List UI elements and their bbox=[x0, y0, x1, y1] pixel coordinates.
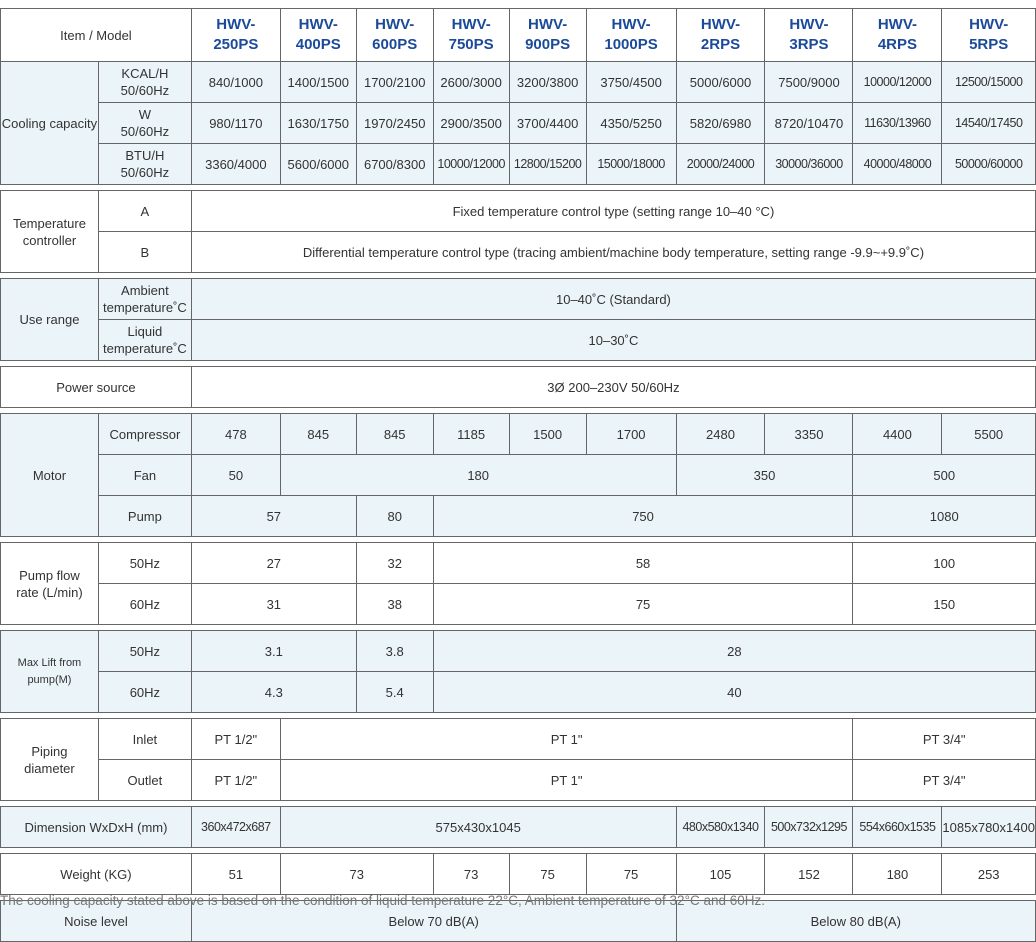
temp-controller-a-label: A bbox=[98, 191, 191, 232]
temp-controller-b-label: B bbox=[98, 232, 191, 273]
cooling-value: 840/1000 bbox=[191, 62, 280, 103]
outlet-value: PT 1" bbox=[280, 760, 853, 801]
dimension-value: 554x660x1535 bbox=[853, 807, 942, 848]
pump-flow-value: 27 bbox=[191, 543, 356, 584]
temp-controller-a-value: Fixed temperature control type (setting range 10–40 °C) bbox=[191, 191, 1035, 232]
cooling-value: 15000/18000 bbox=[586, 144, 676, 185]
model-header: HWV- 250PS bbox=[191, 9, 280, 62]
max-lift-row-60hz bbox=[1, 672, 1036, 713]
dimension-value: 360x472x687 bbox=[191, 807, 280, 848]
cooling-value: 3360/4000 bbox=[191, 144, 280, 185]
pump-flow-60hz-label: 60Hz bbox=[98, 584, 191, 625]
pump-value: 1080 bbox=[853, 496, 1036, 537]
cooling-value: 1630/1750 bbox=[280, 103, 356, 144]
model-header: HWV- 1000PS bbox=[586, 9, 676, 62]
cooling-value: 3700/4400 bbox=[509, 103, 586, 144]
cooling-unit-label: BTU/H 50/60Hz bbox=[98, 144, 191, 185]
pump-flow-value: 38 bbox=[356, 584, 433, 625]
noise-label: Noise level bbox=[1, 901, 192, 942]
dimension-value: 500x732x1295 bbox=[765, 807, 853, 848]
max-lift-value: 3.1 bbox=[191, 631, 356, 672]
footnote: The cooling capacity stated above is based on the condition of liquid temperature 22°C, Ambient temperature of 32°C and 60Hz. bbox=[0, 893, 766, 908]
cooling-capacity-label: Cooling capacity bbox=[1, 62, 99, 185]
motor-row-compressor bbox=[1, 414, 1036, 455]
compressor-value: 1185 bbox=[433, 414, 509, 455]
pump-label: Pump bbox=[98, 496, 191, 537]
compressor-value: 1700 bbox=[586, 414, 676, 455]
dimension-value: 575x430x1045 bbox=[280, 807, 676, 848]
compressor-value: 845 bbox=[356, 414, 433, 455]
ambient-temp-value: 10–40˚C (Standard) bbox=[191, 279, 1035, 320]
compressor-label: Compressor bbox=[98, 414, 191, 455]
cooling-value: 1700/2100 bbox=[356, 62, 433, 103]
pump-flow-row-50hz bbox=[1, 543, 1036, 584]
weight-row bbox=[1, 854, 1036, 895]
temp-controller-b-value: Differential temperature control type (tracing ambient/machine body temperature, setting range -9.9~+9.9˚C) bbox=[191, 232, 1035, 273]
power-source-row bbox=[1, 367, 1036, 408]
model-header: HWV- 900PS bbox=[509, 9, 586, 62]
compressor-value: 5500 bbox=[942, 414, 1036, 455]
max-lift-value: 3.8 bbox=[356, 631, 433, 672]
piping-label: Piping diameter bbox=[1, 719, 99, 801]
power-source-label: Power source bbox=[1, 367, 192, 408]
weight-value: 51 bbox=[191, 854, 280, 895]
model-header: HWV- 600PS bbox=[356, 9, 433, 62]
compressor-value: 478 bbox=[191, 414, 280, 455]
cooling-row-btu bbox=[1, 144, 1036, 185]
compressor-value: 2480 bbox=[676, 414, 765, 455]
fan-label: Fan bbox=[98, 455, 191, 496]
item-model-label: Item / Model bbox=[1, 9, 192, 62]
spec-table-container bbox=[0, 8, 1036, 942]
compressor-value: 845 bbox=[280, 414, 356, 455]
cooling-value: 40000/48000 bbox=[853, 144, 942, 185]
cooling-value: 12800/15200 bbox=[509, 144, 586, 185]
temp-controller-row-b bbox=[1, 232, 1036, 273]
cooling-value: 12500/15000 bbox=[942, 62, 1036, 103]
model-header: HWV- 3RPS bbox=[765, 9, 853, 62]
weight-value: 75 bbox=[586, 854, 676, 895]
pump-flow-value: 32 bbox=[356, 543, 433, 584]
weight-value: 73 bbox=[433, 854, 509, 895]
cooling-value: 980/1170 bbox=[191, 103, 280, 144]
pump-flow-label: Pump flow rate (L/min) bbox=[1, 543, 99, 625]
weight-value: 75 bbox=[509, 854, 586, 895]
pump-flow-value: 75 bbox=[433, 584, 853, 625]
header-row bbox=[1, 9, 1036, 62]
cooling-unit-label: KCAL/H 50/60Hz bbox=[98, 62, 191, 103]
spec-table bbox=[0, 8, 1036, 942]
cooling-unit-label: W 50/60Hz bbox=[98, 103, 191, 144]
max-lift-value: 4.3 bbox=[191, 672, 356, 713]
cooling-value: 4350/5250 bbox=[586, 103, 676, 144]
cooling-value: 8720/10470 bbox=[765, 103, 853, 144]
model-header: HWV- 400PS bbox=[280, 9, 356, 62]
model-header: HWV- 5RPS bbox=[942, 9, 1036, 62]
cooling-value: 20000/24000 bbox=[676, 144, 765, 185]
cooling-row-kcal bbox=[1, 62, 1036, 103]
weight-label: Weight (KG) bbox=[1, 854, 192, 895]
compressor-value: 1500 bbox=[509, 414, 586, 455]
cooling-value: 5000/6000 bbox=[676, 62, 765, 103]
liquid-temp-label: Liquid temperature˚C bbox=[98, 320, 191, 361]
weight-value: 253 bbox=[942, 854, 1036, 895]
weight-value: 73 bbox=[280, 854, 433, 895]
max-lift-50hz-label: 50Hz bbox=[98, 631, 191, 672]
max-lift-value: 28 bbox=[433, 631, 1035, 672]
cooling-value: 1970/2450 bbox=[356, 103, 433, 144]
weight-value: 105 bbox=[676, 854, 765, 895]
liquid-temp-value: 10–30˚C bbox=[191, 320, 1035, 361]
outlet-value: PT 1/2" bbox=[191, 760, 280, 801]
inlet-label: Inlet bbox=[98, 719, 191, 760]
dimension-value: 480x580x1340 bbox=[676, 807, 765, 848]
pump-flow-value: 58 bbox=[433, 543, 853, 584]
max-lift-60hz-label: 60Hz bbox=[98, 672, 191, 713]
cooling-value: 50000/60000 bbox=[942, 144, 1036, 185]
max-lift-row-50hz bbox=[1, 631, 1036, 672]
pump-flow-value: 150 bbox=[853, 584, 1036, 625]
dimension-value: 1085x780x1400 bbox=[942, 807, 1036, 848]
cooling-value: 30000/36000 bbox=[765, 144, 853, 185]
use-range-label: Use range bbox=[1, 279, 99, 361]
noise-value: Below 80 dB(A) bbox=[676, 901, 1035, 942]
motor-row-fan bbox=[1, 455, 1036, 496]
cooling-value: 10000/12000 bbox=[853, 62, 942, 103]
cooling-value: 3750/4500 bbox=[586, 62, 676, 103]
dimension-label: Dimension WxDxH (mm) bbox=[1, 807, 192, 848]
compressor-value: 3350 bbox=[765, 414, 853, 455]
noise-value: Below 70 dB(A) bbox=[191, 901, 676, 942]
pump-value: 57 bbox=[191, 496, 356, 537]
compressor-value: 4400 bbox=[853, 414, 942, 455]
max-lift-value: 5.4 bbox=[356, 672, 433, 713]
cooling-value: 14540/17450 bbox=[942, 103, 1036, 144]
max-lift-value: 40 bbox=[433, 672, 1035, 713]
motor-row-pump bbox=[1, 496, 1036, 537]
cooling-value: 3200/3800 bbox=[509, 62, 586, 103]
inlet-value: PT 3/4" bbox=[853, 719, 1036, 760]
pump-value: 80 bbox=[356, 496, 433, 537]
inlet-value: PT 1/2" bbox=[191, 719, 280, 760]
cooling-value: 1400/1500 bbox=[280, 62, 356, 103]
pump-flow-value: 100 bbox=[853, 543, 1036, 584]
cooling-value: 5820/6980 bbox=[676, 103, 765, 144]
cooling-row-w bbox=[1, 103, 1036, 144]
fan-value: 350 bbox=[676, 455, 853, 496]
use-range-row-liquid bbox=[1, 320, 1036, 361]
model-header: HWV- 4RPS bbox=[853, 9, 942, 62]
outlet-value: PT 3/4" bbox=[853, 760, 1036, 801]
pump-flow-50hz-label: 50Hz bbox=[98, 543, 191, 584]
pump-flow-row-60hz bbox=[1, 584, 1036, 625]
motor-label: Motor bbox=[1, 414, 99, 537]
dimension-row bbox=[1, 807, 1036, 848]
max-lift-label: Max Lift from pump(M) bbox=[1, 631, 99, 713]
cooling-value: 7500/9000 bbox=[765, 62, 853, 103]
cooling-value: 6700/8300 bbox=[356, 144, 433, 185]
pump-value: 750 bbox=[433, 496, 853, 537]
inlet-value: PT 1" bbox=[280, 719, 853, 760]
weight-value: 180 bbox=[853, 854, 942, 895]
pump-flow-value: 31 bbox=[191, 584, 356, 625]
fan-value: 50 bbox=[191, 455, 280, 496]
piping-row-outlet bbox=[1, 760, 1036, 801]
cooling-value: 2900/3500 bbox=[433, 103, 509, 144]
cooling-value: 5600/6000 bbox=[280, 144, 356, 185]
weight-value: 152 bbox=[765, 854, 853, 895]
cooling-value: 10000/12000 bbox=[433, 144, 509, 185]
outlet-label: Outlet bbox=[98, 760, 191, 801]
fan-value: 180 bbox=[280, 455, 676, 496]
cooling-value: 11630/13960 bbox=[853, 103, 942, 144]
use-range-row-ambient bbox=[1, 279, 1036, 320]
temp-controller-label: Temperature controller bbox=[1, 191, 99, 273]
model-header: HWV- 750PS bbox=[433, 9, 509, 62]
temp-controller-row-a bbox=[1, 191, 1036, 232]
model-header: HWV- 2RPS bbox=[676, 9, 765, 62]
ambient-temp-label: Ambient temperature˚C bbox=[98, 279, 191, 320]
cooling-value: 2600/3000 bbox=[433, 62, 509, 103]
power-source-value: 3Ø 200–230V 50/60Hz bbox=[191, 367, 1035, 408]
fan-value: 500 bbox=[853, 455, 1036, 496]
piping-row-inlet bbox=[1, 719, 1036, 760]
